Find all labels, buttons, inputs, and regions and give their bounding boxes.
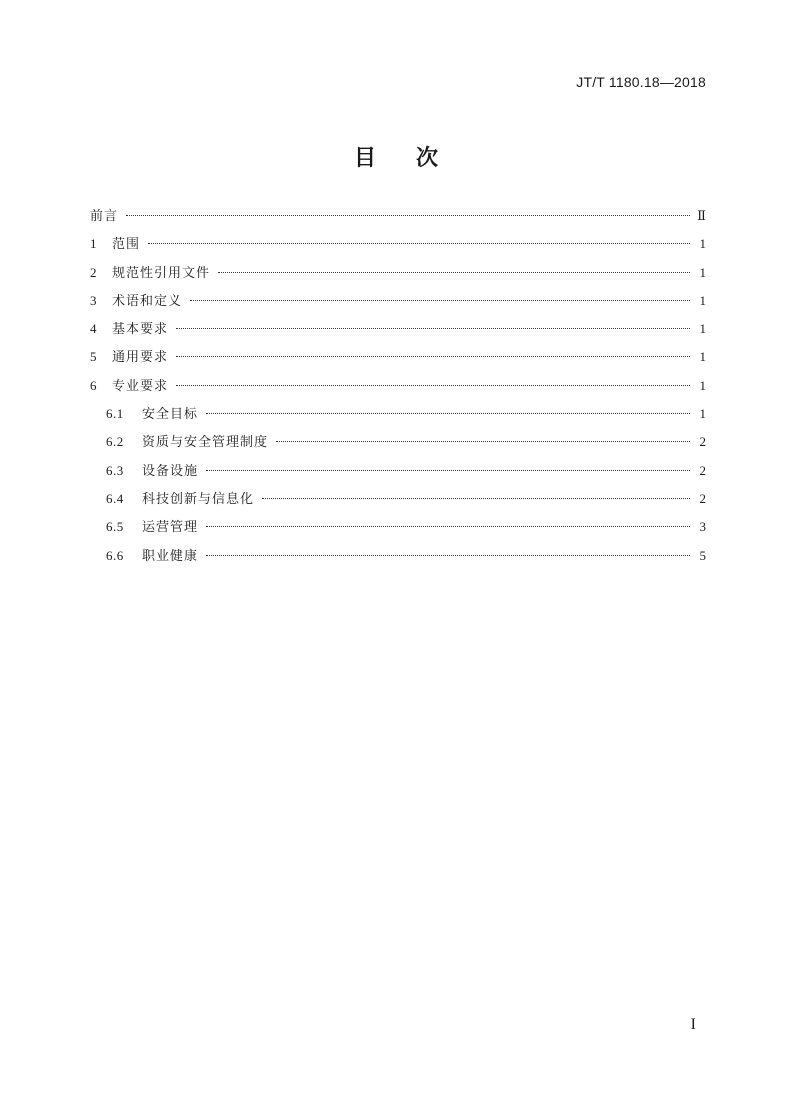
toc-entry[interactable] (90, 287, 706, 315)
toc-entry-number: 6.2 (106, 434, 124, 450)
toc-entry-label: 前言 (90, 209, 119, 224)
toc-entry-number: 6.6 (106, 547, 124, 563)
toc-entry[interactable] (90, 457, 706, 485)
toc-dot-leader (176, 328, 690, 329)
toc-entry-label: 科技创新与信息化 (142, 491, 255, 507)
toc-entry-label: 运营管理 (142, 520, 199, 536)
toc-dot-leader (148, 243, 690, 244)
toc-dot-leader (206, 526, 690, 527)
toc-dot-leader (218, 272, 690, 273)
standard-code: JT/T 1180.18—2018 (576, 74, 706, 90)
toc-dot-leader (206, 413, 690, 414)
toc-dot-leader (126, 215, 690, 216)
toc-entry-number: 6.5 (106, 519, 124, 535)
toc-entry[interactable] (90, 343, 706, 371)
toc-title-first-char: 目 (353, 146, 376, 171)
toc-entry-page-number: 2 (699, 462, 706, 478)
toc-entry-label: 通用要求 (112, 350, 169, 366)
toc-dot-leader (206, 555, 690, 556)
toc-entry-label: 基本要求 (112, 322, 169, 338)
toc-entry[interactable] (90, 400, 706, 428)
toc-entry-number: 6 (90, 377, 97, 393)
table-of-contents (90, 202, 706, 570)
toc-entry-label: 术语和定义 (112, 293, 183, 309)
toc-entry-number: 6.3 (106, 462, 124, 478)
toc-entry-number: 3 (90, 292, 97, 308)
toc-entry-label: 职业健康 (142, 548, 199, 564)
toc-entry[interactable] (90, 542, 706, 570)
toc-entry[interactable] (90, 372, 706, 400)
toc-entry-number: 6.1 (106, 406, 124, 422)
toc-title (0, 141, 792, 172)
toc-entry-page-number: 1 (699, 236, 706, 252)
toc-entry[interactable] (90, 315, 706, 343)
toc-title-second-char: 次 (416, 146, 439, 171)
toc-dot-leader (276, 441, 690, 442)
toc-entry[interactable] (90, 513, 706, 541)
toc-entry-page-number: 1 (699, 406, 706, 422)
toc-entry[interactable] (90, 259, 706, 287)
toc-entry-number: 6.4 (106, 490, 124, 506)
toc-dot-leader (176, 356, 690, 357)
toc-entry-number: 4 (90, 321, 97, 337)
toc-entry-page-number: Ⅱ (697, 208, 706, 223)
toc-entry-page-number: 2 (699, 490, 706, 506)
page-folio: I (690, 1016, 696, 1033)
toc-entry-page-number: 1 (699, 349, 706, 365)
toc-entry[interactable] (90, 428, 706, 456)
toc-entry[interactable] (90, 230, 706, 258)
toc-entry-page-number: 5 (699, 547, 706, 563)
toc-dot-leader (262, 498, 690, 499)
toc-entry-page-number: 1 (699, 377, 706, 393)
toc-entry-label: 资质与安全管理制度 (142, 435, 269, 451)
toc-entry-label: 专业要求 (112, 378, 169, 394)
toc-entry-label: 范围 (112, 237, 141, 253)
toc-entry-page-number: 2 (699, 434, 706, 450)
toc-entry-page-number: 1 (699, 321, 706, 337)
toc-entry-number: 2 (90, 264, 97, 280)
toc-entry[interactable] (90, 485, 706, 513)
toc-entry-page-number: 1 (699, 264, 706, 280)
toc-entry-page-number: 3 (699, 519, 706, 535)
toc-entry-label: 安全目标 (142, 407, 199, 423)
toc-entry[interactable] (90, 202, 706, 230)
toc-entry-number: 1 (90, 236, 97, 252)
toc-dot-leader (176, 385, 690, 386)
toc-entry-label: 设备设施 (142, 463, 199, 479)
toc-dot-leader (206, 470, 690, 471)
toc-entry-number: 5 (90, 349, 97, 365)
toc-entry-label: 规范性引用文件 (112, 265, 211, 281)
toc-dot-leader (190, 300, 690, 301)
toc-entry-page-number: 1 (699, 292, 706, 308)
